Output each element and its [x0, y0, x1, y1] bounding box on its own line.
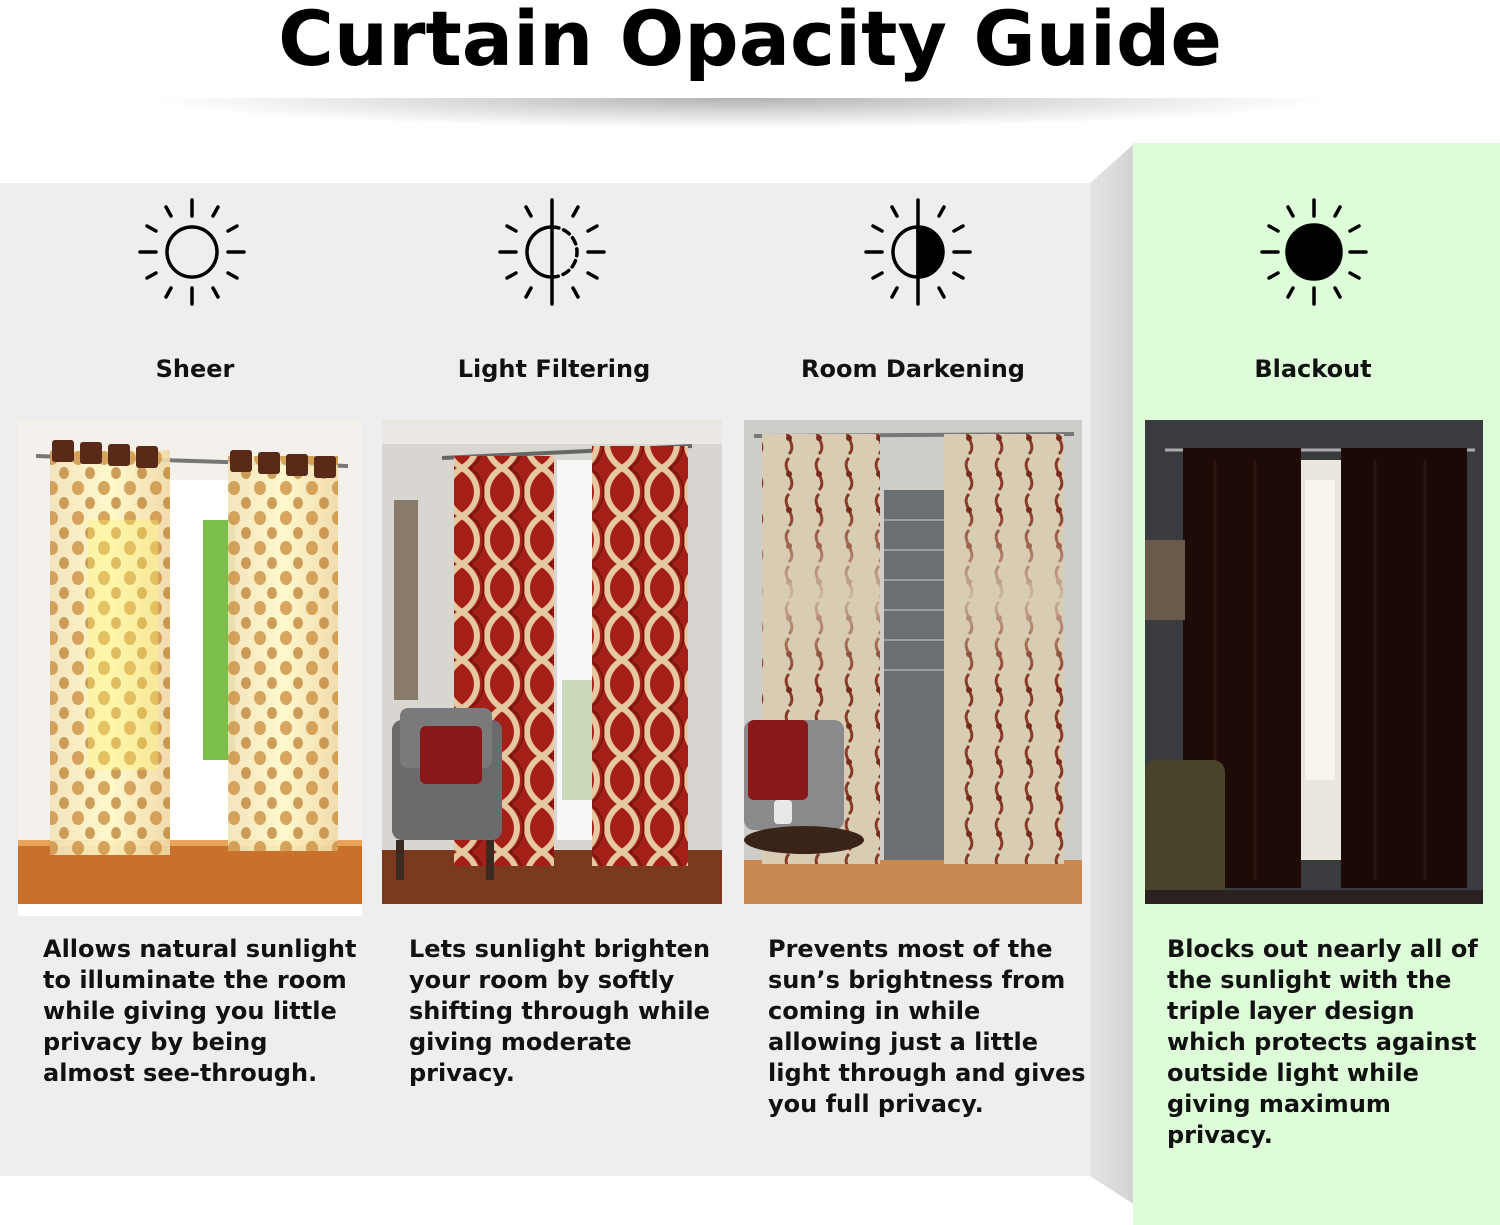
- description-line: giving maximum: [1167, 1090, 1391, 1118]
- label-blackout: Blackout: [1254, 355, 1372, 383]
- page-title: Curtain Opacity Guide: [278, 0, 1222, 83]
- description-line: giving moderate: [409, 1028, 632, 1056]
- sun-half-filled-icon: [862, 196, 974, 308]
- sun-outline-icon: [136, 196, 248, 308]
- label-room-darkening: Room Darkening: [801, 355, 1025, 383]
- description-line: allowing just a little: [768, 1028, 1039, 1056]
- sun-filled-icon: [1258, 196, 1370, 308]
- description-line: privacy.: [1167, 1121, 1273, 1149]
- description-line: triple layer design: [1167, 997, 1415, 1025]
- description-line: privacy.: [409, 1059, 515, 1087]
- description-line: Prevents most of the: [768, 935, 1053, 963]
- description-line: Lets sunlight brighten: [409, 935, 711, 963]
- description-line: while giving you little: [43, 997, 337, 1025]
- sheer-curtain-photo: [18, 420, 362, 904]
- description-line: light through and gives: [768, 1059, 1086, 1087]
- label-light-filtering: Light Filtering: [457, 355, 651, 383]
- description-line: privacy by being: [43, 1028, 268, 1056]
- description-line: your room by softly: [409, 966, 675, 994]
- description-line: you full privacy.: [768, 1090, 984, 1118]
- description-line: outside light while: [1167, 1059, 1419, 1087]
- description-line: which protects against: [1167, 1028, 1477, 1056]
- light-filtering-curtain-photo: [382, 420, 722, 904]
- description-room-darkening: [768, 934, 1088, 1120]
- description-line: Allows natural sunlight: [43, 935, 357, 963]
- description-sheer: [43, 934, 363, 1089]
- description-line: almost see-through.: [43, 1059, 318, 1087]
- description-line: sun’s brightness from: [768, 966, 1066, 994]
- description-line: shifting through while: [409, 997, 710, 1025]
- description-light-filtering: [409, 934, 729, 1089]
- description-line: to illuminate the room: [43, 966, 347, 994]
- description-line: the sunlight with the: [1167, 966, 1452, 994]
- sun-half-dashed-icon: [496, 196, 608, 308]
- blackout-curtain-photo: [1145, 420, 1483, 904]
- title-shadow: [160, 98, 1320, 128]
- label-sheer: Sheer: [155, 355, 235, 383]
- description-blackout: [1167, 934, 1487, 1151]
- panel-fold: [1090, 143, 1135, 1205]
- description-line: Blocks out nearly all of: [1167, 935, 1478, 963]
- description-line: coming in while: [768, 997, 981, 1025]
- room-darkening-curtain-photo: [744, 420, 1082, 904]
